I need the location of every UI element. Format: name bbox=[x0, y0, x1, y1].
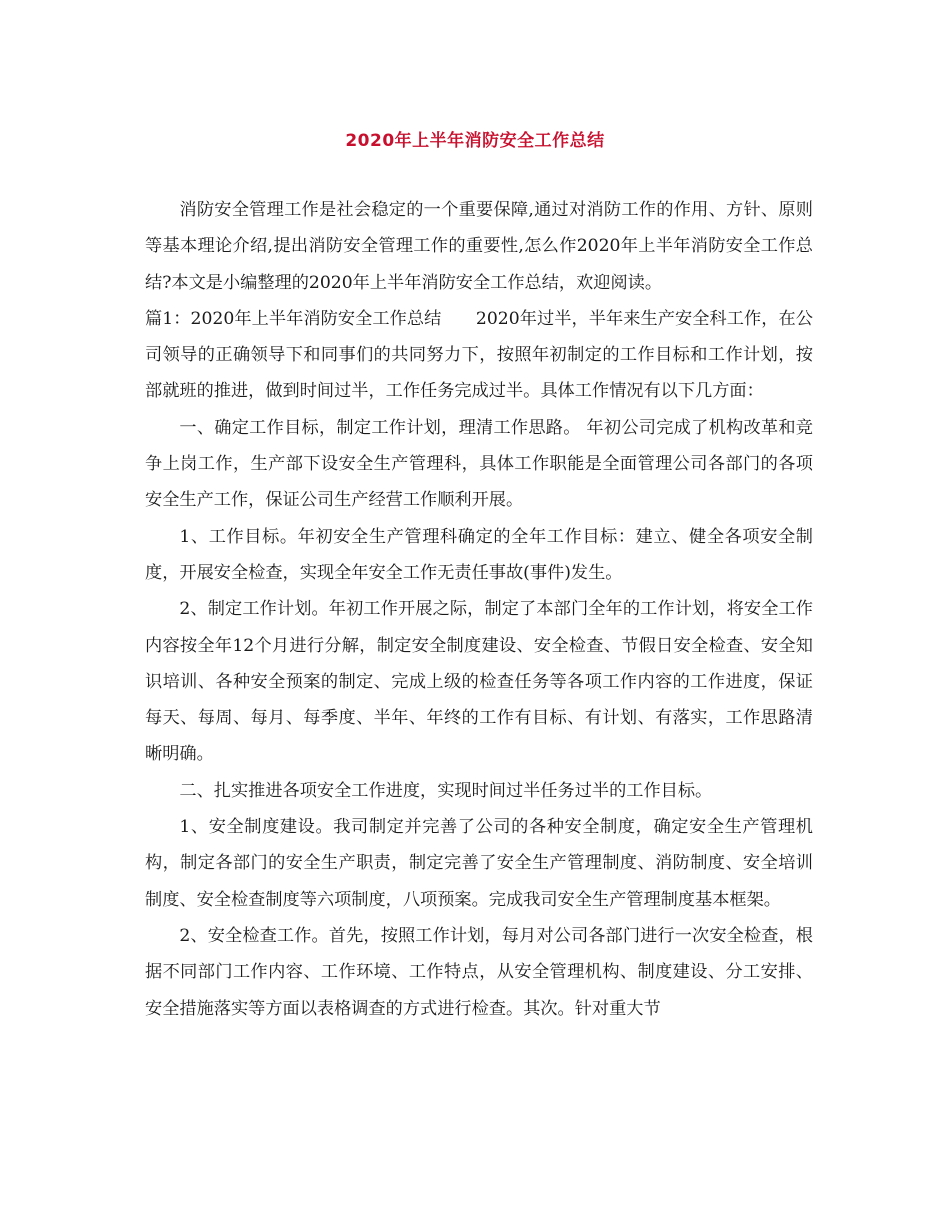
paragraph-work-plan: 2、制定工作计划。年初工作开展之际，制定了本部门全年的工作计划，将安全工作内容按全年12个月进行分解，制定安全制度建设、安全检查、节假日安全检查、安全知识培训、各种安全预案的制定、完成上级的检查任务等各项工作内容的工作进度，保证每天、每周、每月、每季度、半年、年终的工作有目标、有计划、有落实，工作思路清晰明确。 bbox=[145, 599, 813, 765]
paragraph-section-1: 一、确定工作目标，制定工作计划，理清工作思路。 年初公司完成了机构改革和竞争上岗工作，生产部下设安全生产管理科，具体工作职能是全面管理公司各部门的各项安全生产工作，保证公司生产经营工作顺利开展。 bbox=[145, 417, 813, 511]
paragraph-safety-inspection: 2、安全检查工作。首先，按照工作计划，每月对公司各部门进行一次安全检查，根据不同部门工作内容、工作环境、工作特点，从安全管理机构、制度建设、分工安排、安全措施落实等方面以表格调查的方式进行检查。其次。针对重大节 bbox=[145, 925, 813, 1019]
paragraph-work-goal: 1、工作目标。年初安全生产管理科确定的全年工作目标：建立、健全各项安全制度，开展安全检查，实现全年安全工作无责任事故(事件)发生。 bbox=[145, 526, 813, 583]
paragraph-section-2: 二、扎实推进各项安全工作进度，实现时间过半任务过半的工作目标。 bbox=[179, 780, 713, 801]
paragraph-safety-rules: 1、安全制度建设。我司制定并完善了公司的各种安全制度，确定安全生产管理机构，制定各部门的安全生产职责，制定完善了安全生产管理制度、消防制度、安全培训制度、安全检查制度等六项制度，八项预案。完成我司安全生产管理制度基本框架。 bbox=[145, 817, 813, 910]
document-body bbox=[145, 192, 813, 1027]
document-title: 2020年上半年消防安全工作总结 bbox=[345, 131, 605, 151]
paragraph-intro: 消防安全管理工作是社会稳定的一个重要保障,通过对消防工作的作用、方针、原则等基本理论介绍,提出消防安全管理工作的重要性,怎么作2020年上半年消防安全工作总结?本文是小编整理的2020年上半年消防安全工作总结，欢迎阅读。 bbox=[145, 200, 813, 293]
paragraph-chapter-1: 篇1：2020年上半年消防安全工作总结 2020年过半，半年来生产安全科工作，在公司领导的正确领导下和同事们的共同努力下，按照年初制定的工作目标和工作计划，按部就班的推进，做到时间过半，工作任务完成过半。具体工作情况有以下几方面： bbox=[145, 308, 813, 402]
